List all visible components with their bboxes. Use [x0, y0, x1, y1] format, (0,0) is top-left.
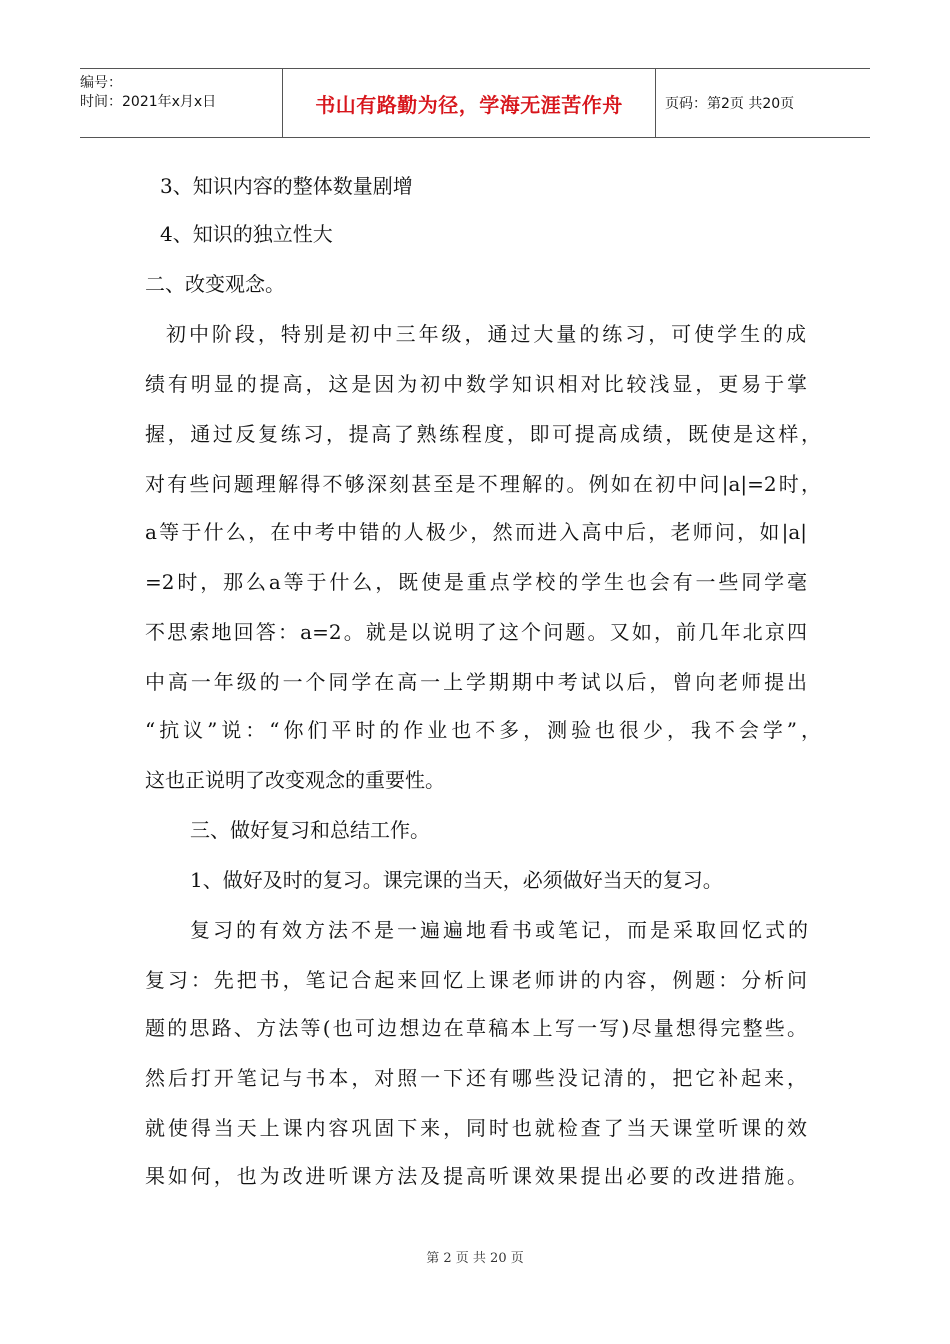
- body-line: 不思索地回答：a=2。就是以说明了这个问题。又如，前几年北京四: [145, 620, 807, 644]
- date-label: 时间：2021年x月x日: [80, 94, 217, 110]
- body-line: 题的思路、方法等(也可边想边在草稿本上写一写)尽量想得完整些。: [145, 1016, 807, 1040]
- body-line: 握，通过反复练习，提高了熟练程度，即可提高成绩，既使是这样，: [145, 422, 821, 446]
- body-line: 这也正说明了改变观念的重要性。: [145, 768, 445, 792]
- body-line: 中高一年级的一个同学在高一上学期期中考试以后，曾向老师提出: [145, 670, 807, 694]
- body-line: 1、做好及时的复习。课完课的当天，必须做好当天的复习。: [190, 868, 723, 892]
- section-heading: 三、做好复习和总结工作。: [190, 818, 430, 842]
- motto: 书山有路勤为径，学海无涯苦作舟: [315, 92, 623, 117]
- body-line: 4、知识的独立性大: [160, 222, 333, 246]
- body-line: a等于什么，在中考中错的人极少，然而进入高中后，老师问，如|a|: [145, 520, 807, 544]
- body-line: 对有些问题理解得不够深刻甚至是不理解的。例如在初中问|a|=2时，: [145, 472, 821, 496]
- section-heading: 二、改变观念。: [145, 272, 285, 296]
- body-line: 初中阶段，特别是初中三年级，通过大量的练习，可使学生的成: [166, 322, 806, 346]
- body-line: 然后打开笔记与书本，对照一下还有哪些没记清的，把它补起来，: [145, 1066, 807, 1090]
- body-line: 复习：先把书，笔记合起来回忆上课老师讲的内容，例题：分析问: [145, 968, 807, 992]
- page-info: 页码：第2页 共20页: [665, 96, 795, 112]
- number-label: 编号：: [80, 75, 122, 91]
- body-line: 就使得当天上课内容巩固下来，同时也就检查了当天课堂听课的效: [145, 1116, 807, 1140]
- body-line: 复习的有效方法不是一遍遍地看书或笔记，而是采取回忆式的: [190, 918, 808, 942]
- footer-page-number: 第 2 页 共 20 页: [426, 1251, 524, 1266]
- page-footer: [0, 1247, 950, 1266]
- body-line: 绩有明显的提高，这是因为初中数学知识相对比较浅显，更易于掌: [145, 372, 807, 396]
- body-line: 3、知识内容的整体数量剧增: [160, 174, 413, 198]
- body-line: =2时，那么a等于什么，既使是重点学校的学生也会有一些同学毫: [145, 570, 807, 594]
- body-line: “抗议”说：“你们平时的作业也不多，测验也很少，我不会学”，: [145, 718, 821, 742]
- body-line: 果如何，也为改进听课方法及提高听课效果提出必要的改进措施。: [145, 1164, 807, 1188]
